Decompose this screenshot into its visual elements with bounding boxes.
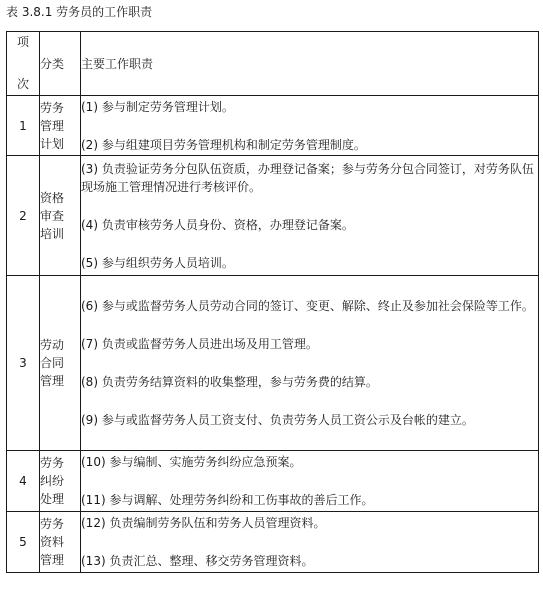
header-category: 分类	[40, 32, 81, 96]
table-row	[7, 512, 539, 573]
category-line: 管理	[40, 118, 65, 133]
duties-table	[6, 31, 539, 573]
category-line: 培训	[40, 226, 65, 241]
row-category	[40, 96, 81, 156]
category-line: 审查	[40, 208, 65, 223]
duty-item: (12) 负责编制劳务队伍和劳务人员管理资料。	[81, 516, 326, 530]
category-line: 计划	[40, 136, 65, 151]
row-number: 5	[7, 512, 40, 573]
row-number: 1	[7, 96, 40, 156]
duty-item: (9) 参与或监督劳务人员工资支付、负责劳务人员工资公示及台帐的建立。	[81, 413, 474, 427]
category-line: 处理	[40, 492, 65, 506]
row-duties	[81, 451, 539, 512]
category-line: 资料	[40, 535, 65, 549]
table-row	[7, 96, 539, 156]
header-item-number-line: 项	[16, 35, 29, 49]
duty-item: (10) 参与编制、实施劳务纠纷应急预案。	[81, 455, 302, 469]
duty-item: (5) 参与组织劳务人员培训。	[81, 255, 234, 270]
table-row	[7, 276, 539, 451]
duty-item: (3) 负责验证劳务分包队伍资质，办理登记备案；参与劳务分包合同签订，对劳务队伍现场施工管理情况进行考核评价。	[81, 161, 534, 194]
category-line: 合同	[40, 356, 65, 370]
row-duties	[81, 96, 539, 156]
header-duties: 主要工作职责	[81, 32, 539, 96]
row-duties	[81, 156, 539, 276]
row-category	[40, 156, 81, 276]
table-row	[7, 156, 539, 276]
category-line: 劳务	[40, 517, 65, 531]
category-line: 劳动	[40, 338, 65, 352]
duty-item: (1) 参与制定劳务管理计划。	[81, 99, 234, 114]
header-item-number	[7, 32, 40, 96]
row-category	[40, 451, 81, 512]
row-category	[40, 512, 81, 573]
duty-item: (11) 参与调解、处理劳务纠纷和工伤事故的善后工作。	[81, 493, 374, 507]
row-number: 4	[7, 451, 40, 512]
row-number: 3	[7, 276, 40, 451]
duty-item: (4) 负责审核劳务人员身份、资格，办理登记备案。	[81, 217, 354, 232]
header-item-number-line: 次	[16, 77, 29, 91]
category-line: 资格	[40, 190, 65, 205]
table-caption: 表 3.8.1 劳务员的工作职责	[6, 5, 153, 19]
category-line: 管理	[40, 553, 65, 567]
duty-item: (13) 负责汇总、整理、移交劳务管理资料。	[81, 554, 314, 568]
row-number: 2	[7, 156, 40, 276]
row-duties	[81, 512, 539, 573]
table-row	[7, 451, 539, 512]
category-line: 纠纷	[40, 474, 65, 488]
category-line: 劳务	[40, 456, 65, 470]
header-item-number-line	[7, 53, 39, 74]
duty-item: (7) 负责或监督劳务人员进出场及用工管理。	[81, 337, 318, 351]
duty-item: (2) 参与组建项目劳务管理机构和制定劳务管理制度。	[81, 137, 366, 152]
row-category	[40, 276, 81, 451]
duty-item: (6) 参与或监督劳务人员劳动合同的签订、变更、解除、终止及参加社会保险等工作。	[81, 299, 534, 313]
table-header-row	[7, 32, 539, 96]
category-line: 劳务	[40, 100, 65, 115]
duty-item: (8) 负责劳务结算资料的收集整理，参与劳务费的结算。	[81, 375, 378, 389]
row-duties	[81, 276, 539, 451]
category-line: 管理	[40, 374, 65, 388]
